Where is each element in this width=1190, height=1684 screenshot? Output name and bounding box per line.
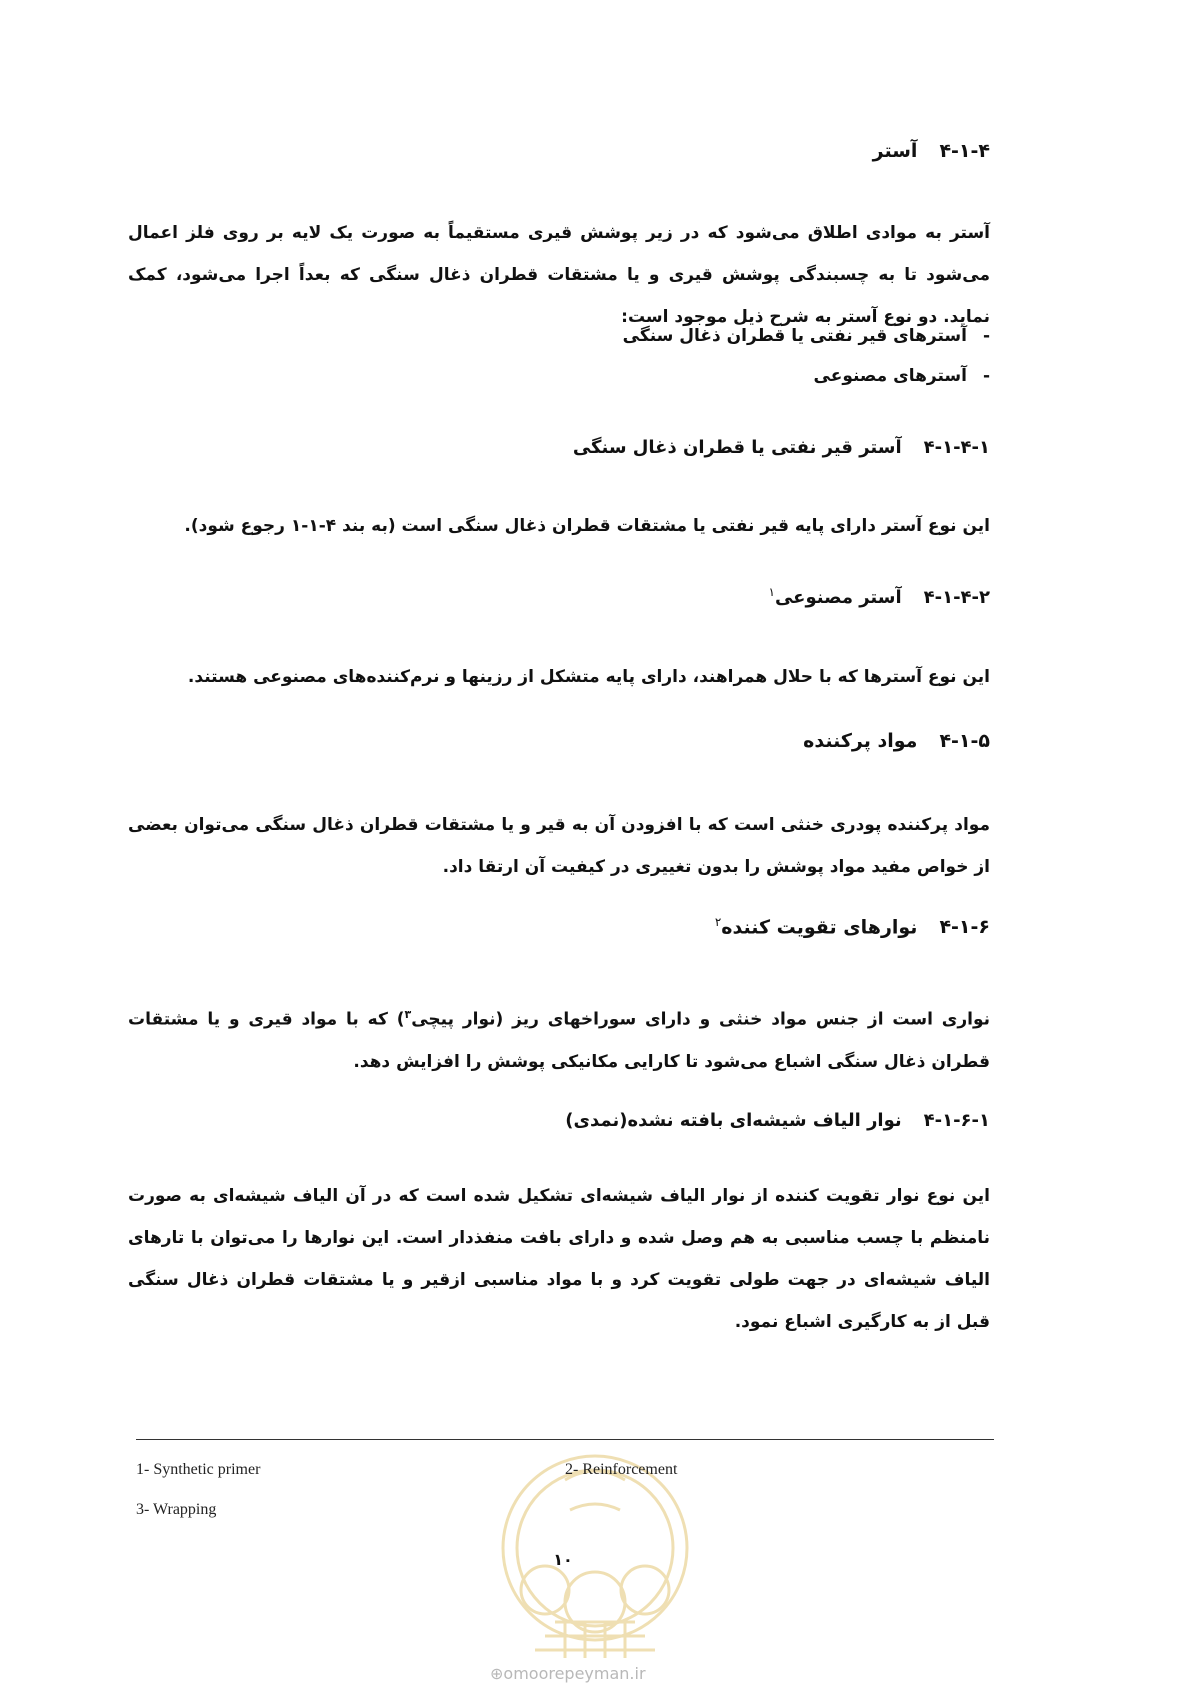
footnote-3: 3- Wrapping xyxy=(136,1501,217,1518)
paragraph-glass-fiber: این نوع نوار تقویت کننده از نوار الیاف شیشه‌ای تشکیل شده است که در آن الیاف شیشه‌ای به صورت نامنظم با چسب مناسبی به هم وصل شده و دارای بافت منفذدار است. این نوارها را می‌توان با تارهای الیاف شیشه‌ای در جهت طولی تقویت کرد و با مواد مناسبی ازقیر و یا مشتقات قطران ذغال سنگی قبل از به کارگیری اشباع نمود. xyxy=(128,1186,990,1332)
section-number: ۴-۱-۵ xyxy=(939,730,990,752)
section-heading-4-1-5 xyxy=(803,730,990,752)
bullet-item: -آسترهای قیر نفتی یا قطران ذغال سنگی xyxy=(622,326,990,346)
section-number: ۴-۱-۶-۱ xyxy=(923,1110,990,1131)
footnote-1: 1- Synthetic primer xyxy=(136,1461,261,1478)
section-title: نوارهای تقویت کننده xyxy=(721,916,918,939)
section-title: آستر قیر نفتی یا قطران ذغال سنگی xyxy=(572,437,902,458)
section-number: ۴-۱-۴-۲ xyxy=(923,587,990,608)
section-number: ۴-۱-۴ xyxy=(939,140,990,162)
paragraph-synthetic-primer: این نوع آسترها که با حلال همراهند، دارای پایه متشکل از رزینها و نرم‌کننده‌های مصنوعی هستند. xyxy=(187,667,990,687)
section-title: آستر xyxy=(872,140,918,162)
section-heading-4-1-4-1 xyxy=(573,437,990,458)
section-title: آستر مصنوعی xyxy=(774,587,902,608)
section-heading-4-1-4-2 xyxy=(768,585,990,608)
section-number: ۴-۱-۶ xyxy=(939,916,990,939)
section-heading-4-1-4 xyxy=(873,140,990,162)
paragraph-reinforcement: نواری است از جنس مواد خنثی و دارای سوراخهای ریز (نوار پیچی$^۳$) که با مواد قیری و یا مشتقات قطران ذغال سنگی اشباع می‌شود تا کارایی مکانیکی پوشش را افزایش دهد. xyxy=(128,1008,991,1072)
page-number: ۱۰ xyxy=(553,1550,573,1569)
bullet-item: -آسترهای مصنوعی xyxy=(813,366,990,386)
paragraph-fillers: مواد پرکننده پودری خنثی است که با افزودن آن به قیر و یا مشتقات قطران ذغال سنگی می‌توان بعضی از خواص مفید مواد پوشش را بدون تغییری در کیفیت آن ارتقا داد. xyxy=(128,815,990,877)
globe-icon: ⊕ xyxy=(490,1664,504,1683)
footnote-ref: ۳ xyxy=(404,1008,412,1021)
watermark-url: ⊕omoorepeyman.ir xyxy=(490,1664,646,1683)
section-heading-4-1-6 xyxy=(715,915,990,938)
section-heading-4-1-6-1 xyxy=(565,1110,990,1131)
section-title: مواد پرکننده xyxy=(803,730,918,752)
paragraph-bitumen-primer: این نوع آستر دارای پایه قیر نفتی یا مشتقات قطران ذغال سنگی است (به بند ۴-۱-۱ رجوع شود). xyxy=(184,516,990,536)
footnote-ref: ۱ xyxy=(768,585,775,599)
footnote-2: 2- Reinforcement xyxy=(565,1461,678,1478)
paragraph-primer: آستر به موادی اطلاق می‌شود که در زیر پوشش قیری مستقیماً به صورت یک لایه بر روی فلز اعمال می‌شود تا به چسبندگی پوشش قیری و یا مشتقات قطران ذغال سنگی که بعداً اجرا می‌شود، کمک نماید. دو نوع آستر به شرح ذیل موجود است: xyxy=(128,223,990,327)
section-title: نوار الیاف شیشه‌ای بافته نشده(نمدی) xyxy=(565,1110,902,1131)
section-number: ۴-۱-۴-۱ xyxy=(923,437,990,458)
footnote-ref: ۲ xyxy=(714,915,722,929)
